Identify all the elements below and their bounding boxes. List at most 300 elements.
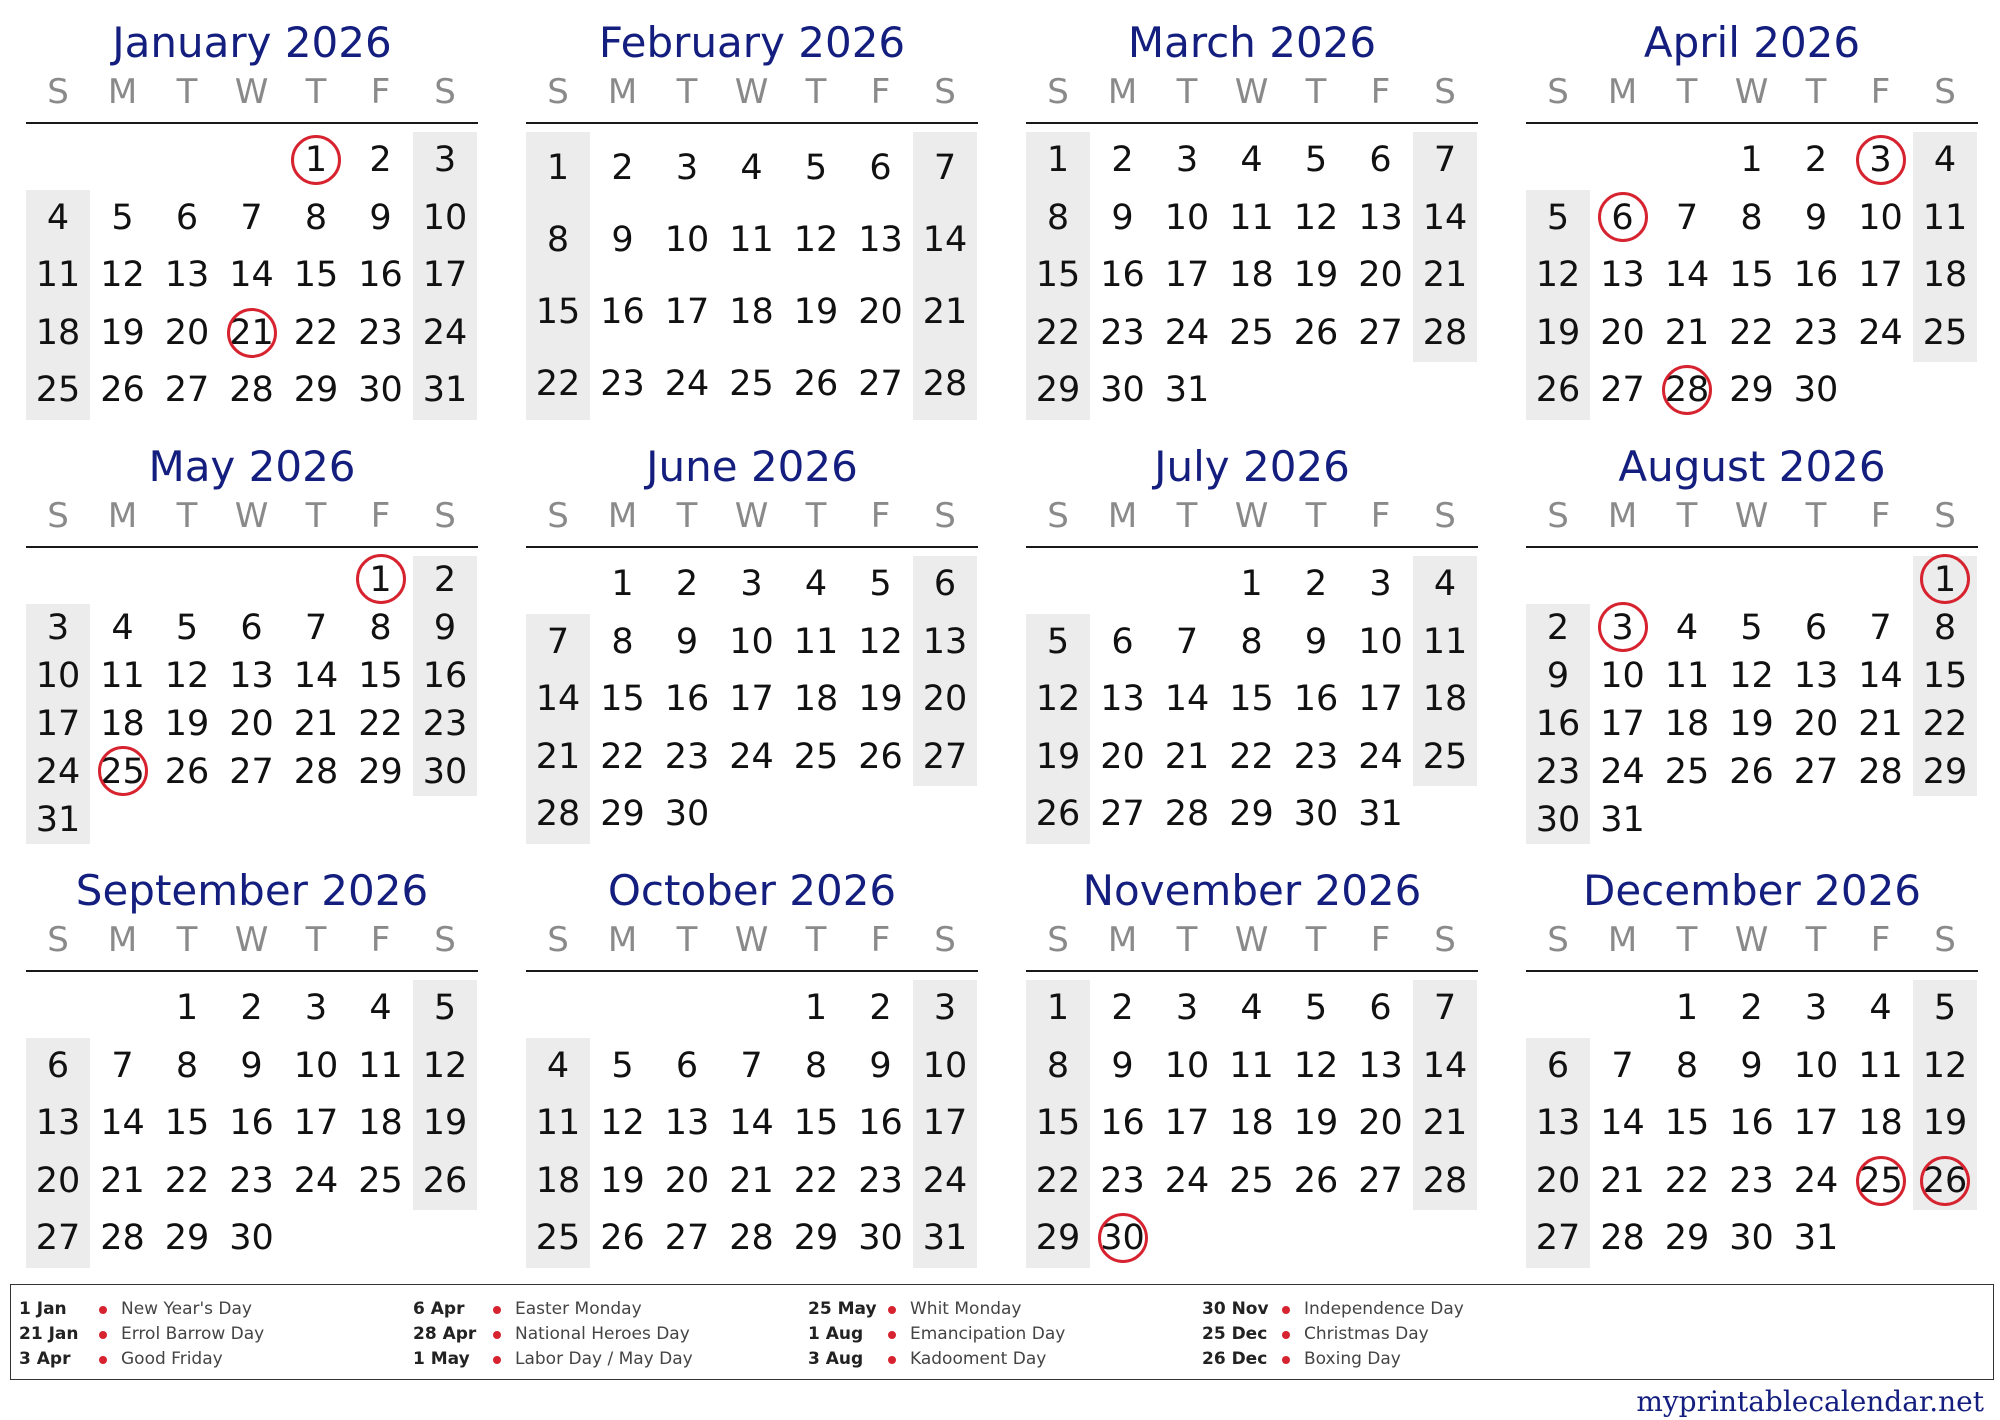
day-cell: 11: [358, 1045, 403, 1086]
day-cell: 16: [1729, 1103, 1774, 1144]
day-cell: 14: [1164, 679, 1210, 720]
day-cell: 22: [358, 704, 403, 744]
day-cell: 21: [535, 736, 581, 777]
day-cell: 9: [611, 220, 634, 260]
day-cell: 19: [100, 312, 145, 353]
day-cell: 27: [1793, 752, 1839, 792]
day-cell: 1: [804, 988, 828, 1028]
day-cell: 15: [1729, 255, 1774, 296]
day-cell: 3: [1175, 140, 1199, 180]
day-cell: 4: [1869, 988, 1892, 1028]
legend-holiday-name: Independence Day: [1304, 1299, 1464, 1319]
day-cell: 25: [35, 370, 81, 411]
day-cell: 29: [600, 794, 645, 835]
weekday-label: T: [1676, 920, 1698, 960]
day-cell: 3: [433, 140, 457, 180]
day-cell: 27: [1100, 794, 1145, 835]
day-cell: 22: [1922, 704, 1968, 744]
weekday-label: S: [434, 496, 456, 536]
day-cell: 11: [1229, 1045, 1274, 1086]
day-cell: 29: [164, 1218, 210, 1259]
weekday-label: T: [176, 72, 198, 112]
day-cell: 28: [1164, 794, 1210, 835]
day-cell: 28: [293, 752, 339, 792]
day-cell: 4: [111, 608, 134, 648]
weekday-label: F: [870, 496, 891, 536]
day-cell: 9: [675, 621, 699, 662]
weekday-label: M: [607, 920, 638, 960]
day-cell: 14: [535, 679, 581, 720]
holiday-ring: [98, 746, 148, 796]
day-cell: 15: [793, 1103, 839, 1144]
day-cell: 25: [535, 1218, 581, 1259]
day-cell: 20: [1535, 1160, 1581, 1201]
day-cell: 21: [1664, 312, 1710, 353]
holiday-ring: [1920, 1156, 1970, 1206]
holiday-day: 1: [349, 556, 413, 604]
legend-date: 21 Jan: [19, 1324, 79, 1344]
day-cell: 8: [369, 608, 392, 648]
day-cell: 10: [1600, 656, 1645, 696]
day-cell: 16: [1793, 255, 1839, 296]
day-cell: 18: [793, 679, 839, 720]
month-february: [526, 0, 978, 420]
day-cell: 22: [1729, 312, 1774, 353]
day-cell: 6: [1546, 1045, 1570, 1086]
day-cell: 20: [1600, 312, 1645, 353]
day-cell: 4: [1240, 988, 1263, 1028]
day-cell: 13: [1600, 255, 1645, 296]
holiday-ring: [356, 554, 406, 604]
legend-date: 30 Nov: [1202, 1299, 1269, 1319]
weekday-label: M: [1607, 72, 1638, 112]
day-cell: 6: [1369, 988, 1392, 1028]
holiday-legend: [10, 1284, 1994, 1380]
day-cell: 6: [240, 608, 263, 648]
holiday-ring: [1098, 1213, 1148, 1263]
weekday-label: S: [1434, 496, 1456, 536]
day-cell: 15: [1035, 255, 1081, 296]
weekday-label: S: [934, 496, 956, 536]
day-cell: 11: [1858, 1045, 1903, 1086]
day-cell: 29: [358, 752, 403, 792]
day-cell: 20: [1100, 736, 1145, 777]
legend-date: 1 May: [413, 1349, 470, 1369]
day-cell: 23: [1100, 312, 1145, 353]
day-cell: 17: [1164, 1103, 1210, 1144]
legend-date: 28 Apr: [413, 1324, 477, 1344]
weekday-label: M: [1107, 920, 1138, 960]
day-cell: 13: [1535, 1103, 1581, 1144]
day-cell: 11: [1422, 621, 1468, 662]
day-cell: 21: [922, 292, 968, 332]
day-cell: 13: [1793, 656, 1839, 696]
day-cell: 16: [1535, 704, 1581, 744]
day-cell: 26: [100, 370, 145, 411]
day-cell: 11: [1922, 197, 1968, 238]
legend-holiday-name: Easter Monday: [515, 1299, 642, 1319]
day-cell: 10: [664, 220, 710, 260]
day-cell: 25: [1922, 312, 1968, 353]
day-cell: 2: [369, 140, 392, 180]
day-cell: 5: [804, 148, 828, 188]
legend-holiday-name: Whit Monday: [910, 1299, 1022, 1319]
day-cell: 10: [922, 1045, 968, 1086]
day-cell: 18: [1229, 1103, 1274, 1144]
day-cell: 13: [858, 220, 903, 260]
day-cell: 19: [1729, 704, 1774, 744]
day-cell: 2: [611, 148, 634, 188]
day-cell: 27: [664, 1218, 710, 1259]
day-cell: 17: [1164, 255, 1210, 296]
weekday-label: T: [1805, 72, 1827, 112]
header-rule: [1026, 122, 1478, 124]
weekday-label: W: [1234, 72, 1269, 112]
month-title: November 2026: [1082, 866, 1422, 915]
day-cell: 28: [1422, 312, 1468, 353]
day-cell: 8: [1046, 197, 1070, 238]
day-cell: 11: [1229, 197, 1274, 238]
weekday-label: S: [1934, 72, 1956, 112]
day-cell: 3: [46, 608, 70, 648]
day-cell: 22: [1035, 1160, 1081, 1201]
day-cell: 17: [422, 255, 468, 296]
bullet-icon: [493, 1306, 501, 1314]
day-cell: 6: [869, 148, 892, 188]
weekday-label: S: [1047, 72, 1069, 112]
day-cell: 20: [922, 679, 968, 720]
holiday-day: 3: [1591, 604, 1655, 652]
weekday-label: M: [1607, 920, 1638, 960]
holiday-ring: [1856, 135, 1906, 185]
legend-holiday-name: New Year's Day: [121, 1299, 252, 1319]
day-cell: 23: [358, 312, 403, 353]
holiday-ring: [1662, 365, 1712, 415]
day-cell: 25: [1229, 312, 1274, 353]
day-cell: 18: [35, 312, 81, 353]
day-cell: 2: [1804, 140, 1828, 180]
legend-date: 6 Apr: [413, 1299, 465, 1319]
day-cell: 31: [422, 370, 468, 411]
day-cell: 19: [793, 292, 839, 332]
day-cell: 23: [600, 364, 645, 404]
month-november: [1026, 848, 1478, 1268]
day-cell: 18: [729, 292, 774, 332]
day-cell: 7: [1675, 197, 1699, 238]
day-cell: 31: [1164, 370, 1210, 411]
day-cell: 10: [1858, 197, 1903, 238]
header-rule: [526, 122, 978, 124]
weekday-label: S: [934, 72, 956, 112]
day-cell: 29: [1035, 370, 1081, 411]
weekday-label: W: [734, 496, 769, 536]
day-cell: 23: [858, 1160, 903, 1201]
day-cell: 16: [1100, 1103, 1145, 1144]
weekday-label: F: [870, 920, 891, 960]
legend-holiday-name: Good Friday: [121, 1349, 223, 1369]
day-cell: 14: [1422, 197, 1468, 238]
day-cell: 19: [1293, 255, 1339, 296]
header-rule: [1026, 970, 1478, 972]
legend-holiday-name: Boxing Day: [1304, 1349, 1401, 1369]
day-cell: 2: [675, 564, 699, 604]
day-cell: 11: [535, 1103, 581, 1144]
header-rule: [26, 546, 478, 548]
day-cell: 19: [164, 704, 210, 744]
holiday-day: 21: [220, 305, 284, 363]
day-cell: 6: [1111, 621, 1134, 662]
day-cell: 28: [1422, 1160, 1468, 1201]
day-cell: 7: [1175, 621, 1199, 662]
weekday-label: F: [1870, 496, 1891, 536]
day-cell: 17: [1600, 704, 1645, 744]
day-cell: 26: [1729, 752, 1774, 792]
legend-date: 1 Jan: [19, 1299, 67, 1319]
day-cell: 16: [358, 255, 403, 296]
month-title: October 2026: [607, 866, 897, 915]
month-july: [1026, 424, 1478, 844]
day-cell: 30: [1793, 370, 1839, 411]
day-cell: 17: [35, 704, 81, 744]
weekday-label: T: [1305, 496, 1327, 536]
day-cell: 18: [1422, 679, 1468, 720]
day-cell: 3: [1175, 988, 1199, 1028]
legend-holiday-name: Emancipation Day: [910, 1324, 1066, 1344]
day-cell: 5: [1046, 621, 1070, 662]
month-title: December 2026: [1582, 866, 1922, 915]
holiday-ring: [1598, 602, 1648, 652]
day-cell: 22: [1229, 736, 1274, 777]
day-cell: 4: [546, 1045, 570, 1086]
day-cell: 26: [422, 1160, 468, 1201]
day-cell: 7: [546, 621, 570, 662]
day-cell: 19: [858, 679, 903, 720]
holiday-day: 25: [91, 748, 155, 796]
bullet-icon: [99, 1331, 107, 1339]
day-cell: 6: [675, 1045, 699, 1086]
day-cell: 24: [1600, 752, 1645, 792]
day-cell: 14: [100, 1103, 145, 1144]
weekday-label: T: [1176, 920, 1198, 960]
day-cell: 14: [922, 220, 968, 260]
day-cell: 24: [422, 312, 468, 353]
day-cell: 5: [175, 608, 199, 648]
day-cell: 17: [293, 1103, 339, 1144]
weekday-label: T: [1305, 72, 1327, 112]
day-cell: 8: [1675, 1045, 1699, 1086]
day-cell: 14: [293, 656, 339, 696]
day-cell: 12: [1922, 1045, 1968, 1086]
day-cell: 25: [1664, 752, 1710, 792]
weekday-label: T: [1305, 920, 1327, 960]
header-rule: [1526, 122, 1978, 124]
weekday-label: T: [1176, 72, 1198, 112]
day-cell: 14: [1664, 255, 1710, 296]
holiday-day: 1: [1913, 556, 1977, 604]
day-cell: 16: [422, 656, 468, 696]
weekday-label: F: [1370, 72, 1391, 112]
weekday-label: M: [1107, 496, 1138, 536]
day-cell: 25: [358, 1160, 403, 1201]
weekday-label: T: [1805, 920, 1827, 960]
day-cell: 26: [1293, 1160, 1339, 1201]
legend-holiday-name: National Heroes Day: [515, 1324, 690, 1344]
day-cell: 20: [664, 1160, 710, 1201]
weekday-label: F: [370, 920, 391, 960]
day-cell: 28: [1858, 752, 1903, 792]
day-cell: 17: [1793, 1103, 1839, 1144]
day-cell: 29: [1229, 794, 1274, 835]
weekday-label: T: [676, 496, 698, 536]
month-title: August 2026: [1618, 442, 1886, 491]
day-cell: 15: [600, 679, 645, 720]
day-cell: 13: [1100, 679, 1145, 720]
day-cell: 4: [740, 148, 763, 188]
day-cell: 28: [100, 1218, 145, 1259]
day-cell: 28: [1600, 1218, 1645, 1259]
day-cell: 11: [35, 255, 81, 296]
day-cell: 2: [1740, 988, 1763, 1028]
month-title: June 2026: [646, 442, 858, 491]
holiday-ring: [1856, 1156, 1906, 1206]
weekday-label: M: [107, 920, 138, 960]
day-cell: 7: [933, 148, 957, 188]
weekday-label: F: [1870, 72, 1891, 112]
day-cell: 8: [611, 621, 634, 662]
day-cell: 4: [804, 564, 828, 604]
month-april: [1526, 0, 1978, 420]
month-october: [526, 848, 978, 1268]
day-cell: 31: [1358, 794, 1403, 835]
weekday-label: W: [234, 920, 269, 960]
day-cell: 7: [1869, 608, 1892, 648]
legend-holiday-name: Errol Barrow Day: [121, 1324, 265, 1344]
weekday-label: T: [305, 72, 327, 112]
day-cell: 28: [729, 1218, 774, 1259]
day-cell: 23: [1293, 736, 1339, 777]
day-cell: 20: [229, 704, 274, 744]
weekday-label: T: [305, 920, 327, 960]
day-cell: 10: [1358, 621, 1403, 662]
day-cell: 27: [164, 370, 210, 411]
header-rule: [26, 970, 478, 972]
day-cell: 27: [1358, 312, 1403, 353]
weekday-label: W: [1734, 496, 1769, 536]
day-cell: 30: [358, 370, 403, 411]
day-cell: 12: [422, 1045, 468, 1086]
day-cell: 10: [1793, 1045, 1839, 1086]
day-cell: 25: [1422, 736, 1468, 777]
weekday-label: F: [370, 496, 391, 536]
weekday-label: T: [805, 920, 827, 960]
day-cell: 18: [1229, 255, 1274, 296]
weekday-label: S: [47, 496, 69, 536]
weekday-label: T: [305, 496, 327, 536]
day-cell: 20: [1793, 704, 1839, 744]
day-cell: 5: [1546, 197, 1570, 238]
weekday-label: T: [805, 496, 827, 536]
day-cell: 5: [611, 1045, 634, 1086]
day-cell: 12: [1535, 255, 1581, 296]
day-cell: 7: [240, 197, 263, 238]
day-cell: 16: [1293, 679, 1339, 720]
weekday-label: S: [47, 72, 69, 112]
day-cell: 20: [35, 1160, 81, 1201]
day-cell: 3: [1369, 564, 1392, 604]
day-cell: 28: [535, 794, 581, 835]
day-cell: 9: [369, 197, 392, 238]
bullet-icon: [888, 1306, 896, 1314]
month-title: January 2026: [112, 18, 392, 67]
month-title: September 2026: [75, 866, 429, 915]
day-cell: 7: [111, 1045, 134, 1086]
bullet-icon: [888, 1331, 896, 1339]
day-cell: 25: [793, 736, 839, 777]
day-cell: 12: [1293, 1045, 1339, 1086]
day-cell: 8: [1740, 197, 1763, 238]
day-cell: 23: [1535, 752, 1581, 792]
month-may: [26, 424, 478, 844]
day-cell: 28: [229, 370, 274, 411]
day-cell: 3: [675, 148, 699, 188]
day-cell: 23: [422, 704, 468, 744]
day-cell: 30: [1100, 370, 1145, 411]
header-rule: [526, 546, 978, 548]
day-cell: 2: [869, 988, 892, 1028]
weekday-label: F: [370, 72, 391, 112]
day-cell: 2: [1546, 608, 1570, 648]
day-cell: 8: [804, 1045, 828, 1086]
day-cell: 1: [611, 564, 634, 604]
day-cell: 9: [1804, 197, 1828, 238]
day-cell: 7: [1433, 988, 1457, 1028]
weekday-label: S: [1547, 496, 1569, 536]
day-cell: 14: [229, 255, 274, 296]
day-cell: 15: [1922, 656, 1968, 696]
weekday-label: W: [1234, 496, 1269, 536]
day-cell: 12: [164, 656, 210, 696]
holiday-day: 6: [1591, 190, 1655, 248]
day-cell: 15: [164, 1103, 210, 1144]
day-cell: 10: [422, 197, 468, 238]
day-cell: 1: [1675, 988, 1699, 1028]
holiday-ring: [291, 135, 341, 185]
day-cell: 24: [293, 1160, 339, 1201]
weekday-label: M: [1607, 496, 1638, 536]
day-cell: 23: [1100, 1160, 1145, 1201]
day-cell: 4: [1675, 608, 1699, 648]
day-cell: 12: [600, 1103, 645, 1144]
month-august: [1526, 424, 1978, 844]
day-cell: 8: [175, 1045, 199, 1086]
day-cell: 14: [1422, 1045, 1468, 1086]
day-cell: 23: [229, 1160, 274, 1201]
day-cell: 8: [1046, 1045, 1070, 1086]
day-cell: 10: [1164, 197, 1210, 238]
legend-holiday-name: Labor Day / May Day: [515, 1349, 693, 1369]
header-rule: [1026, 546, 1478, 548]
day-cell: 1: [1240, 564, 1263, 604]
day-cell: 12: [100, 255, 145, 296]
day-cell: 30: [1293, 794, 1339, 835]
day-cell: 29: [1729, 370, 1774, 411]
day-cell: 30: [422, 752, 468, 792]
holiday-day: 28: [1655, 362, 1719, 420]
day-cell: 27: [1600, 370, 1645, 411]
day-cell: 6: [175, 197, 199, 238]
weekday-label: T: [676, 920, 698, 960]
day-cell: 19: [1293, 1103, 1339, 1144]
